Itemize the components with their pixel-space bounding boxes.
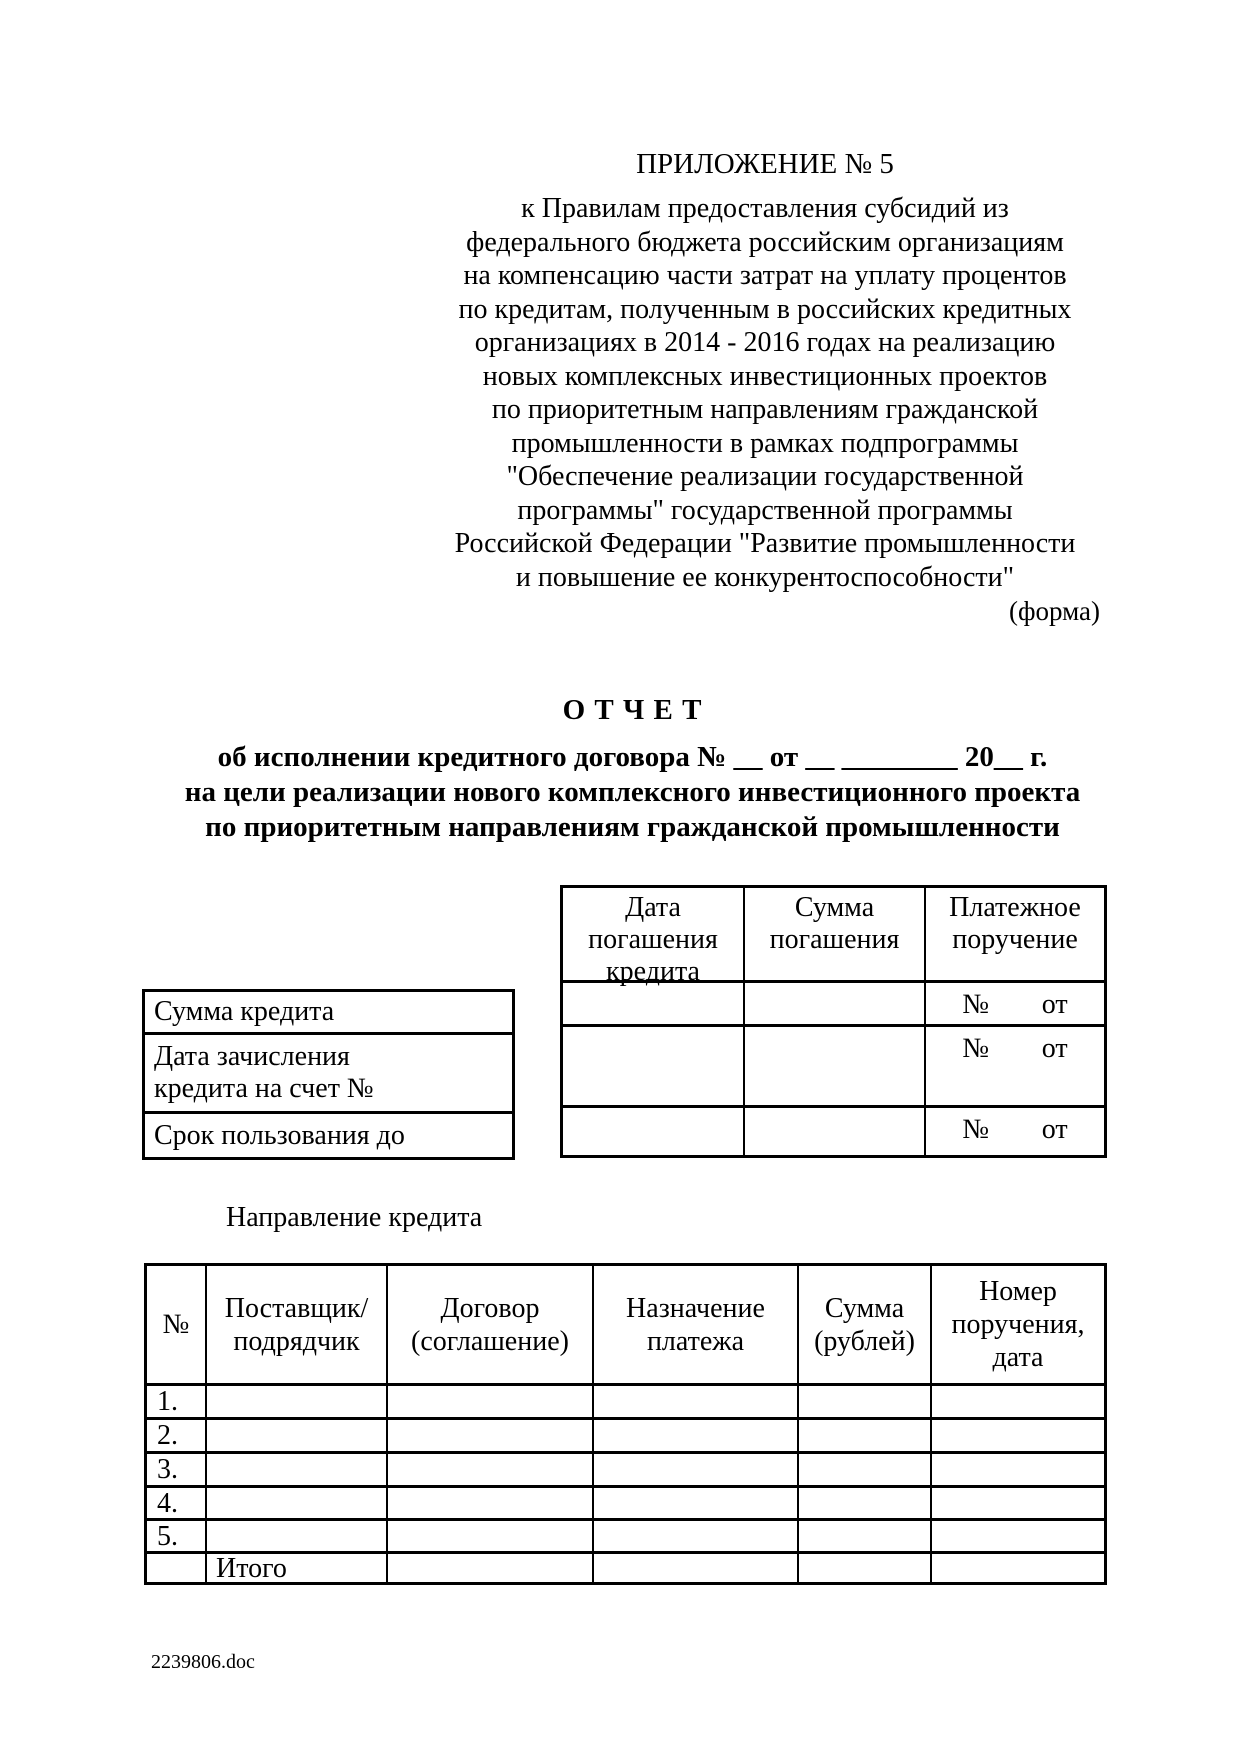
repayment-order-cell [926,1027,1104,1108]
total-label-cell: Итого [207,1554,388,1582]
supplier-cell [207,1521,388,1554]
row-number-cell: 3. [147,1454,207,1488]
credit-direction-label: Направление кредита [226,1202,483,1233]
contract-cell [388,1521,594,1554]
credit-info-table [142,989,515,1160]
total-order-cell [932,1554,1104,1582]
credit-sum-label: Сумма кредита [154,996,335,1027]
contract-cell [388,1420,594,1454]
repayment-date-cell [563,1108,745,1155]
purpose-cell [594,1488,799,1521]
appendix-reference-line: "Обеспечение реализации государственной [506,461,1024,492]
appendix-block [450,148,1080,594]
appendix-reference-line: организациях в 2014 - 2016 годах на реализацию [474,327,1056,358]
contract-cell [388,1488,594,1521]
appendix-reference-line: промышленности в рамках подпрограммы [511,427,1019,459]
supplier-cell [207,1488,388,1521]
row-number-cell: 4. [147,1488,207,1521]
amount-cell [799,1454,932,1488]
doc-filename: 2239806.doc [151,1651,255,1673]
order-no-label: № [962,1033,990,1064]
repayment-date-cell [563,1027,745,1108]
order-number-cell [932,1454,1104,1488]
directions-header-contract: Договор (соглашение) [388,1266,594,1386]
repayment-sum-cell [745,983,926,1027]
amount-cell [799,1521,932,1554]
repayment-header-order: Платежное поручение [926,888,1104,983]
appendix-reference-line: на компенсацию части затрат на уплату процентов [463,260,1067,291]
directions-table [144,1263,1107,1585]
form-note: (форма) [1009,596,1100,626]
row-number-cell: 5. [147,1521,207,1554]
order-from-label: от [1041,1114,1068,1145]
repayment-order-cell [926,983,1104,1027]
contract-cell [388,1454,594,1488]
appendix-title: ПРИЛОЖЕНИЕ № 5 [636,148,894,180]
repayment-sum-cell [745,1027,926,1108]
order-number-cell [932,1488,1104,1521]
total-contract-cell [388,1554,594,1582]
order-no-label: № [962,989,990,1020]
amount-cell [799,1386,932,1420]
amount-cell [799,1488,932,1521]
credit-date-label: Дата зачисления кредита на счет № [154,1041,374,1104]
credit-term-label: Срок пользования до [154,1119,405,1151]
credit-date-row [145,1035,512,1114]
appendix-reference-line: и повышение ее конкурентоспособности" [515,561,1015,593]
total-amount-cell [799,1554,932,1582]
repayment-header-date: Дата погашения кредита [563,888,745,983]
order-from-label: от [1041,1033,1068,1064]
report-header [145,694,1120,845]
row-number-cell: 1. [147,1386,207,1420]
purpose-cell [594,1386,799,1420]
directions-header-order: Номер поручения, дата [932,1266,1104,1386]
order-from-label: от [1041,989,1068,1020]
appendix-reference-line: федерального бюджета российским организациям [466,226,1064,258]
repayment-table [560,885,1107,1158]
appendix-reference-text [450,192,1080,594]
order-no-label: № [962,1114,990,1145]
appendix-reference-line: новых комплексных инвестиционных проектов [482,360,1048,392]
report-subtitle-line: об исполнении кредитного договора № __ от __ ________ 20__ г. [217,741,1048,773]
purpose-cell [594,1454,799,1488]
row-number-cell: 2. [147,1420,207,1454]
appendix-reference-line: к Правилам предоставления субсидий из [521,193,1009,224]
appendix-reference-line: Российской Федерации "Развитие промышленности [454,528,1076,559]
report-subtitle-line: по приоритетным направлениям гражданской промышленности [205,811,1060,843]
directions-header-supplier: Поставщик/ подрядчик [207,1266,388,1386]
appendix-reference-line: программы" государственной программы [517,494,1013,526]
supplier-cell [207,1420,388,1454]
repayment-sum-cell [745,1108,926,1155]
supplier-cell [207,1454,388,1488]
repayment-order-cell [926,1108,1104,1155]
repayment-header-sum: Сумма погашения [745,888,926,983]
order-number-cell [932,1521,1104,1554]
total-purpose-cell [594,1554,799,1582]
directions-header-purpose: Назначение платежа [594,1266,799,1386]
credit-term-row [145,1114,512,1157]
directions-header-amount: Сумма (рублей) [799,1266,932,1386]
total-number-cell [147,1554,207,1582]
purpose-cell [594,1521,799,1554]
appendix-reference-line: по кредитам, полученным в российских кредитных [458,293,1072,325]
report-subtitle-line: на цели реализации нового комплексного инвестиционного проекта [184,776,1081,808]
report-title: О Т Ч Е Т [562,694,703,726]
supplier-cell [207,1386,388,1420]
credit-sum-row [145,992,512,1035]
amount-cell [799,1420,932,1454]
appendix-reference-line: по приоритетным направлениям гражданской [491,394,1039,425]
purpose-cell [594,1420,799,1454]
repayment-date-cell [563,983,745,1027]
order-number-cell [932,1420,1104,1454]
order-number-cell [932,1386,1104,1420]
directions-header-number: № [147,1266,207,1386]
contract-cell [388,1386,594,1420]
